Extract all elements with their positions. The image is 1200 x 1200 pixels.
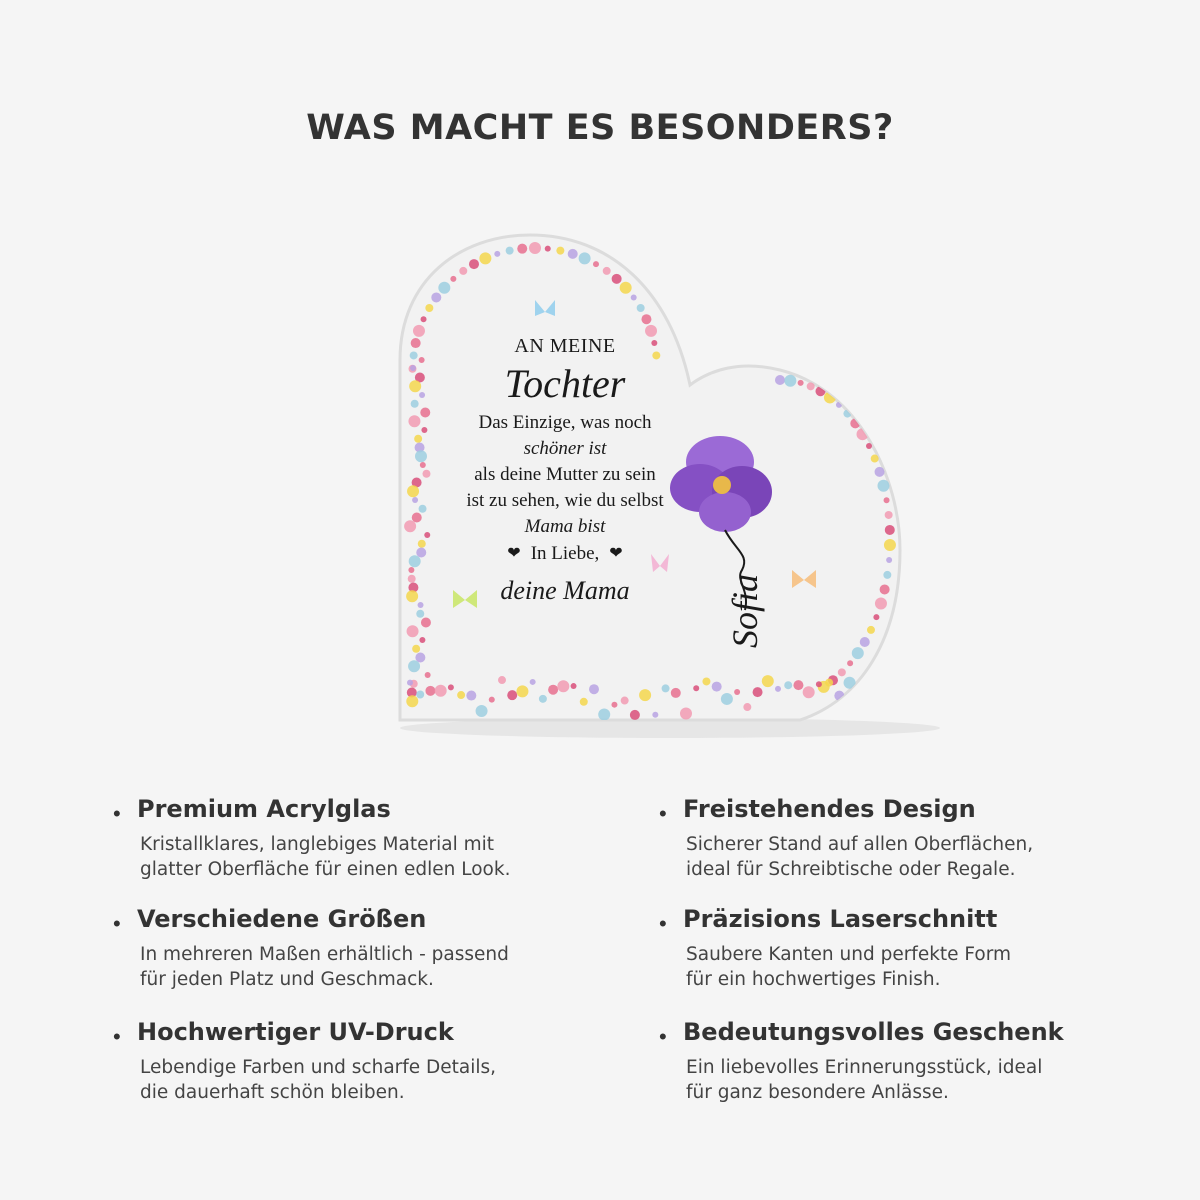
border-flower xyxy=(793,680,803,690)
border-flower xyxy=(556,247,564,255)
feature-item xyxy=(113,1018,607,1105)
border-flower xyxy=(571,683,577,689)
border-flower xyxy=(847,660,853,666)
feature-description: die dauerhaft schön bleiben. xyxy=(140,1082,405,1103)
personal-name: Sofia xyxy=(725,574,765,649)
border-flower xyxy=(469,259,479,269)
border-flower xyxy=(580,698,588,706)
border-flower xyxy=(407,680,413,686)
border-flower xyxy=(807,382,815,390)
feature-item xyxy=(659,795,1153,882)
feature-title: Freistehendes Design xyxy=(683,795,976,823)
border-flower xyxy=(410,365,416,371)
bullet-icon: • xyxy=(113,801,121,826)
border-flower xyxy=(693,685,699,691)
border-flower xyxy=(448,684,454,690)
border-flower xyxy=(410,351,418,359)
border-flower xyxy=(421,316,427,322)
border-flower xyxy=(411,338,421,348)
border-flower xyxy=(407,625,419,637)
border-flower xyxy=(450,276,456,282)
border-flower xyxy=(421,618,431,628)
border-flower xyxy=(419,392,425,398)
border-flower xyxy=(803,686,815,698)
border-flower xyxy=(494,251,500,257)
border-flower xyxy=(885,511,893,519)
border-flower xyxy=(857,701,863,707)
border-flower xyxy=(652,712,658,718)
border-flower xyxy=(712,682,722,692)
border-flower xyxy=(630,710,640,720)
heart-icon: ❤ xyxy=(507,545,521,562)
border-flower xyxy=(425,304,433,312)
border-flower xyxy=(548,685,558,695)
border-flower xyxy=(539,695,547,703)
border-flower xyxy=(825,679,833,687)
border-flower xyxy=(419,505,427,513)
border-flower xyxy=(721,693,733,705)
feature-item xyxy=(659,1018,1153,1105)
border-flower xyxy=(734,689,740,695)
border-flower xyxy=(743,703,751,711)
border-flower xyxy=(418,602,424,608)
border-flower xyxy=(866,443,872,449)
feature-item xyxy=(113,905,607,992)
feature-title: Verschiedene Größen xyxy=(137,905,427,933)
border-flower xyxy=(875,467,885,477)
border-flower xyxy=(753,687,763,697)
border-flower xyxy=(415,450,427,462)
border-flower xyxy=(407,485,419,497)
feature-description: für jeden Platz und Geschmack. xyxy=(140,969,434,990)
border-flower xyxy=(416,690,424,698)
border-flower xyxy=(880,584,890,594)
closing-row xyxy=(440,540,690,568)
plaque-top: AN MEINE xyxy=(514,335,616,357)
border-flower xyxy=(860,637,870,647)
feature-title: Bedeutungsvolles Geschenk xyxy=(683,1018,1064,1046)
feature-title: Premium Acrylglas xyxy=(137,795,391,823)
border-flower xyxy=(702,677,710,685)
feature-description: In mehreren Maßen erhältlich - passend xyxy=(140,944,509,965)
border-flower xyxy=(620,282,632,294)
border-flower xyxy=(680,707,692,719)
bullet-icon: • xyxy=(659,801,667,826)
border-flower xyxy=(639,689,651,701)
feature-title: Präzisions Laserschnitt xyxy=(683,905,998,933)
border-flower xyxy=(418,540,426,548)
feature-description: für ein hochwertiges Finish. xyxy=(686,969,941,990)
border-flower xyxy=(466,691,476,701)
border-flower xyxy=(598,708,610,720)
border-flower xyxy=(489,697,495,703)
border-flower xyxy=(507,690,517,700)
border-flower xyxy=(408,575,416,583)
border-flower xyxy=(838,668,846,676)
border-flower xyxy=(579,252,591,264)
border-flower xyxy=(416,610,424,618)
border-flower xyxy=(784,375,796,387)
border-flower xyxy=(421,427,427,433)
feature-description: für ganz besondere Anlässe. xyxy=(686,1082,949,1103)
feature-description: Ein liebevolles Erinnerungsstück, ideal xyxy=(686,1057,1043,1078)
feature-item xyxy=(659,905,1153,992)
border-flower xyxy=(568,249,578,259)
border-flower xyxy=(406,590,418,602)
feature-description: Sicherer Stand auf allen Oberflächen, xyxy=(686,834,1034,855)
border-flower xyxy=(498,676,506,684)
feature-description: Lebendige Farben und scharfe Details, xyxy=(140,1057,497,1078)
border-flower xyxy=(775,375,785,385)
plaque-text xyxy=(440,335,690,606)
plaque-line: schöner ist xyxy=(523,438,607,459)
border-flower xyxy=(457,691,465,699)
plaque-title: Tochter xyxy=(504,361,626,406)
plaque-line: ist zu sehen, wie du selbst xyxy=(466,490,664,511)
border-flower xyxy=(416,548,426,558)
border-flower xyxy=(529,242,541,254)
border-flower xyxy=(425,672,431,678)
border-flower xyxy=(419,357,425,363)
border-flower xyxy=(414,435,422,443)
closing-text: In Liebe, xyxy=(530,543,600,564)
feature-description: Kristallklares, langlebiges Material mit xyxy=(140,834,495,855)
bullet-icon: • xyxy=(659,911,667,936)
bullet-icon: • xyxy=(113,1024,121,1049)
border-flower xyxy=(422,470,430,478)
bullet-icon: • xyxy=(113,911,121,936)
plaque-line: als deine Mutter zu sein xyxy=(474,464,656,485)
border-flower xyxy=(877,480,889,492)
border-flower xyxy=(886,557,892,563)
border-flower xyxy=(412,645,420,653)
border-flower xyxy=(662,684,670,692)
border-flower xyxy=(425,686,435,696)
feature-title: Hochwertiger UV-Druck xyxy=(137,1018,454,1046)
border-flower xyxy=(406,695,418,707)
border-flower xyxy=(852,647,864,659)
border-flower xyxy=(413,325,425,337)
plaque-signature: deine Mama xyxy=(500,576,630,605)
plaque-line: Das Einzige, was noch xyxy=(478,412,652,433)
border-flower xyxy=(420,462,426,468)
heart-icon: ❤ xyxy=(609,545,623,562)
border-flower xyxy=(517,244,527,254)
border-flower xyxy=(438,282,450,294)
feature-item xyxy=(113,795,607,882)
border-flower xyxy=(603,267,611,275)
border-flower xyxy=(884,539,896,551)
border-flower xyxy=(479,252,491,264)
border-flower xyxy=(784,681,792,689)
border-flower xyxy=(798,380,804,386)
border-flower xyxy=(621,697,629,705)
border-flower xyxy=(506,247,514,255)
border-flower xyxy=(557,680,569,692)
border-flower xyxy=(873,614,879,620)
border-flower xyxy=(871,455,879,463)
border-flower xyxy=(411,400,419,408)
border-flower xyxy=(671,688,681,698)
border-flower xyxy=(593,261,599,267)
border-flower xyxy=(408,660,420,672)
plaque-line: Mama bist xyxy=(524,516,606,537)
border-flower xyxy=(875,598,887,610)
border-flower xyxy=(530,679,536,685)
border-flower xyxy=(641,314,651,324)
border-flower xyxy=(883,571,891,579)
border-flower xyxy=(459,267,467,275)
border-flower xyxy=(419,637,425,643)
border-flower xyxy=(611,702,617,708)
border-flower xyxy=(516,685,528,697)
border-flower xyxy=(435,685,447,697)
border-flower xyxy=(762,675,774,687)
border-flower xyxy=(545,246,551,252)
border-flower xyxy=(631,294,637,300)
border-flower xyxy=(404,520,416,532)
border-flower xyxy=(775,686,781,692)
border-flower xyxy=(816,681,822,687)
border-flower xyxy=(476,705,488,717)
border-flower xyxy=(420,408,430,418)
border-flower xyxy=(867,626,875,634)
border-flower xyxy=(884,497,890,503)
feature-description: Saubere Kanten und perfekte Form xyxy=(686,944,1012,965)
border-flower xyxy=(431,292,441,302)
border-flower xyxy=(408,567,414,573)
border-flower xyxy=(408,415,420,427)
border-flower xyxy=(424,532,430,538)
bullet-icon: • xyxy=(659,1024,667,1049)
page-title: WAS MACHT ES BESONDERS? xyxy=(306,108,894,148)
border-flower xyxy=(412,513,422,523)
border-flower xyxy=(409,555,421,567)
border-flower xyxy=(409,380,421,392)
border-flower xyxy=(612,274,622,284)
border-flower xyxy=(637,304,645,312)
feature-description: glatter Oberfläche für einen edlen Look. xyxy=(140,859,511,880)
border-flower xyxy=(589,684,599,694)
border-flower xyxy=(885,525,895,535)
feature-description: ideal für Schreibtische oder Regale. xyxy=(686,859,1016,880)
border-flower xyxy=(412,497,418,503)
feature-list xyxy=(0,795,1200,1125)
